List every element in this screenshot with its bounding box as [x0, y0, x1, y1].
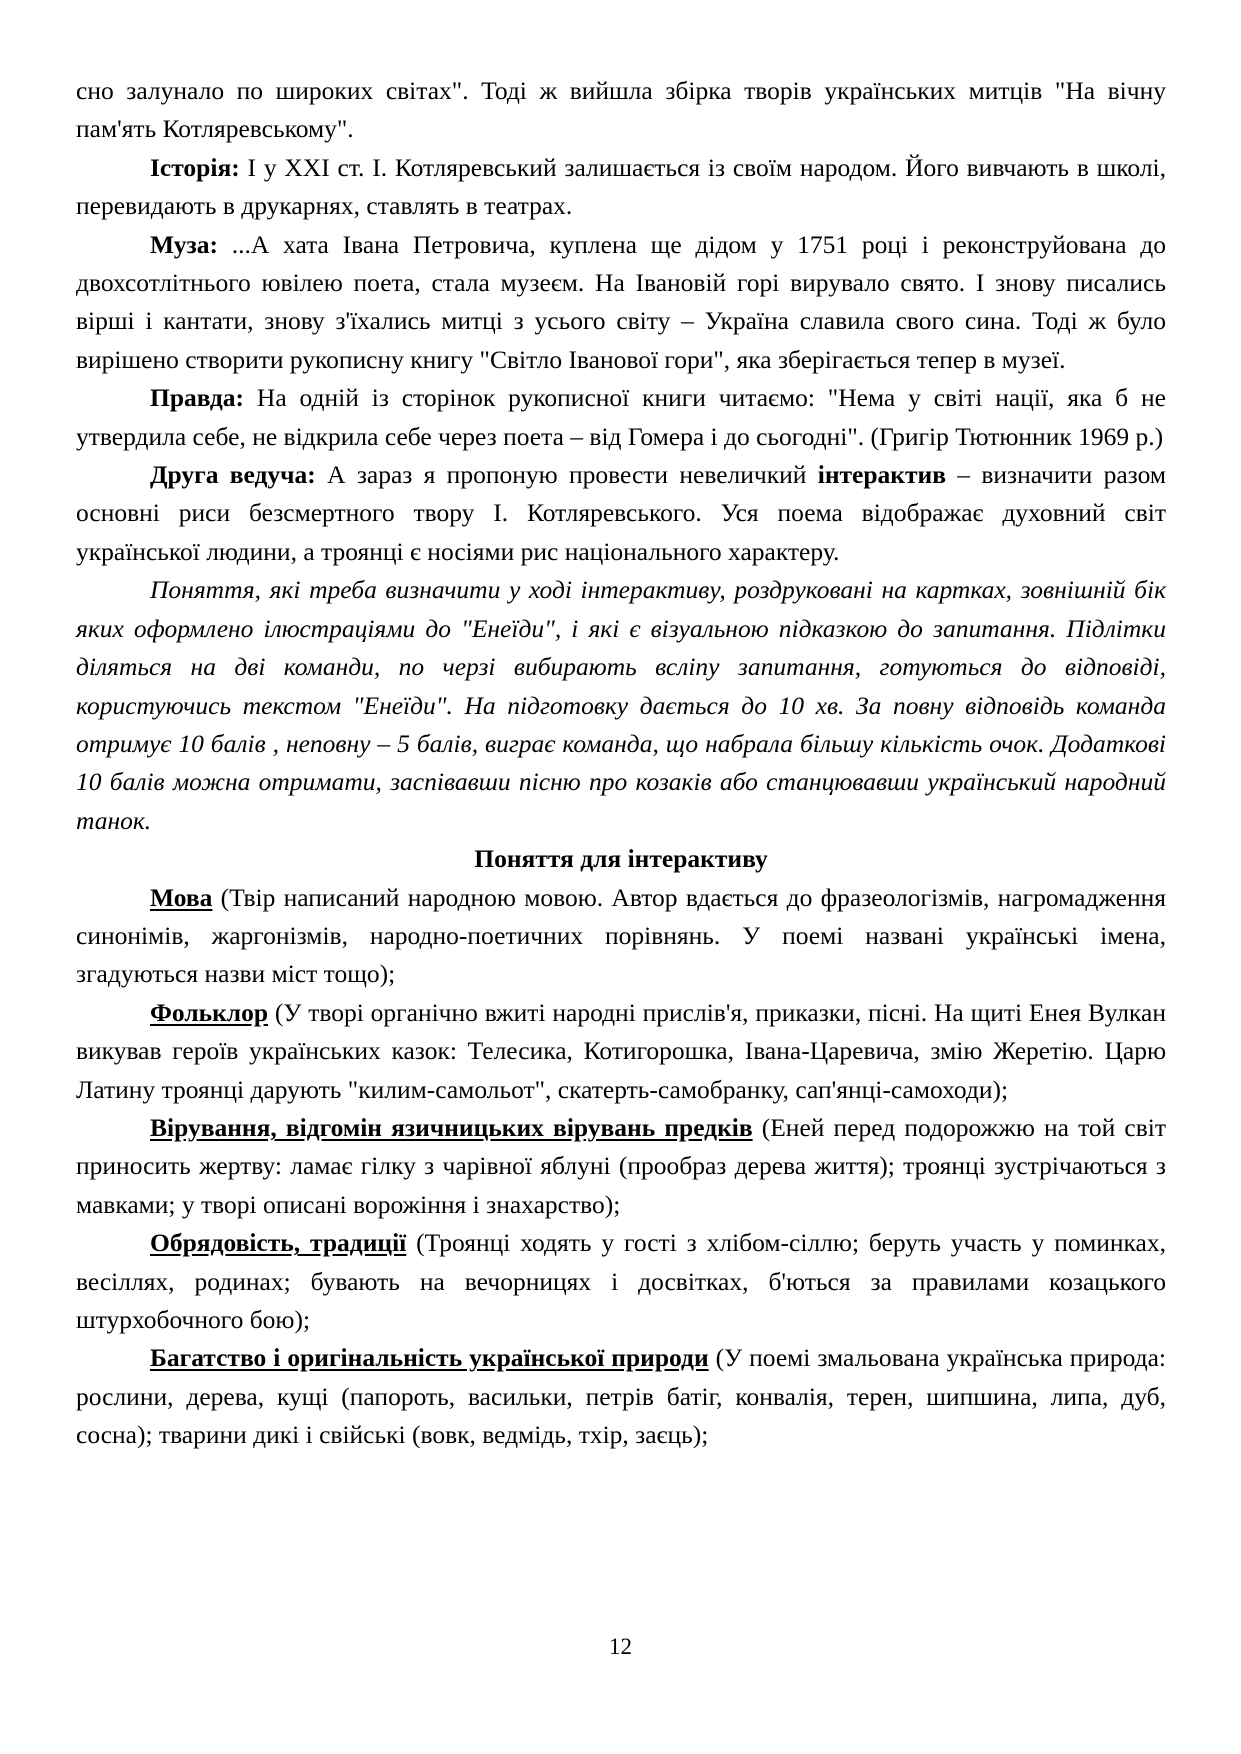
- concept-label: Обрядовість, традиції: [150, 1228, 407, 1258]
- document-page: [76, 72, 1166, 1455]
- paragraph-text: І у XXI ст. І. Котляревський залишається із своїм народом. Його вивчають в школі, перевидають в друкарнях, ставлять в театрах.: [76, 152, 1166, 221]
- paragraph-text: А зараз я пропоную провести невеличкий: [315, 460, 818, 490]
- page-number: 12: [609, 1634, 632, 1659]
- concept-beliefs: [76, 1109, 1166, 1224]
- speaker-label-truth: Правда:: [150, 383, 245, 413]
- concept-folklore: [76, 994, 1166, 1109]
- concept-text: (У творі органічно вжиті народні прислів'я, приказки, пісні. На щиті Енея Вулкан викував героїв українських казок: Телесика, Котигорошка, Івана-Царевича, змію Жеретію. Царю Латину троянці дарують "килим-самольот", скатерть-самобранку, сап'янці-самоходи);: [76, 997, 1166, 1104]
- paragraph-muse: [76, 226, 1166, 380]
- paragraph-text: – визначити разом основні риси безсмертного твору І. Котляревського. Уся поема відображає духовний світ української людини, а троянці є носіями рис національного характеру.: [76, 460, 1166, 566]
- concept-text: (Троянці ходять у гості з хлібом-сіллю; беруть участь у поминках, весіллях, родинах; бувають на вечорницях і досвітках, б'ються за правилами козацького штурхобочного бою);: [76, 1228, 1166, 1334]
- stage-direction-note: [76, 571, 1166, 840]
- concept-label: Мова: [150, 882, 213, 912]
- paragraph-continuation: [76, 72, 1166, 149]
- concept-text: (У поемі змальована українська природа: рослини, дерева, кущі (папороть, васильки, петрів батіг, конвалія, терен, шипшина, липа, дуб, сосна); тварини дикі і свійські (вовк, ведмідь, тхір, заєць);: [76, 1343, 1166, 1450]
- concept-label: Вірування, відгомін язичницьких вірувань предків: [150, 1112, 753, 1142]
- speaker-label-muse: Муза:: [150, 229, 218, 259]
- paragraph-history: [76, 149, 1166, 226]
- paragraph-text: На одній із сторінок рукописної книги читаємо: "Нема у світі нації, яка б не утвердила себе, не відкрила себе через поета – від Гомера і до сьогодні". (Григір Тютюнник 1969 р.): [76, 383, 1166, 451]
- concept-nature: [76, 1339, 1166, 1454]
- paragraph-text: сно залунало по широких світах". Тоді ж вийшла збірка творів українських митців "На вічну пам'ять Котляревському".: [76, 76, 1166, 144]
- concept-rituals: [76, 1224, 1166, 1339]
- concept-language: [76, 879, 1166, 994]
- section-heading: Поняття для інтерактиву: [474, 844, 768, 874]
- paragraph-truth: [76, 379, 1166, 456]
- paragraph-text: ...А хата Івана Петровича, куплена ще дідом у 1751 році і реконструйована до двохсотлітнього ювілею поета, стала музеєм. На Івановій горі вирувало свято. І знову писались вірші і кантати, знову з'їхались митці з усього світу – Україна славила свого сина. Тоді ж було вирішено створити рукописну книгу "Світло Іванової гори", яка зберігається тепер в музеї.: [76, 229, 1166, 374]
- speaker-label-second-host: Друга ведуча:: [150, 460, 316, 490]
- paragraph-text: Поняття, які треба визначити у ході інтерактиву, роздруковані на картках, зовнішній бік яких оформлено ілюстраціями до "Енеїди", і які є візуальною підказкою до запитання. Підлітки діляться на дві команди, по черзі вибирають всліпу запитання, готуються до відповіді, користуючись текстом "Енеїди". На підготовку дається до 10 хв. За повну відповідь команда отримує 10 балів , неповну – 5 балів, виграє команда, що набрала більшу кількість очок. Додаткові 10 балів можна отримати, заспівавши пісню про козаків або станцювавши український народний танок.: [76, 575, 1166, 835]
- concept-label: Багатство і оригінальність української природи: [150, 1343, 709, 1373]
- concept-text: (Твір написаний народною мовою. Автор вдається до фразеологізмів, нагромадження синонімів, жаргонізмів, народно-поетичних порівнянь. У поемі названі українські імена, згадуються назви міст тощо);: [76, 882, 1166, 989]
- paragraph-second-host: [76, 456, 1166, 571]
- interactive-term: інтерактив: [817, 460, 946, 490]
- concept-text: (Еней перед подорожжю на той світ приносить жертву: ламає гілку з чарівної яблуні (прообраз дерева життя); троянці зустрічаються з мавками; у творі описані ворожіння і знахарство);: [76, 1112, 1166, 1219]
- concept-label: Фольклор: [150, 997, 269, 1027]
- speaker-label-history: Історія:: [150, 152, 240, 182]
